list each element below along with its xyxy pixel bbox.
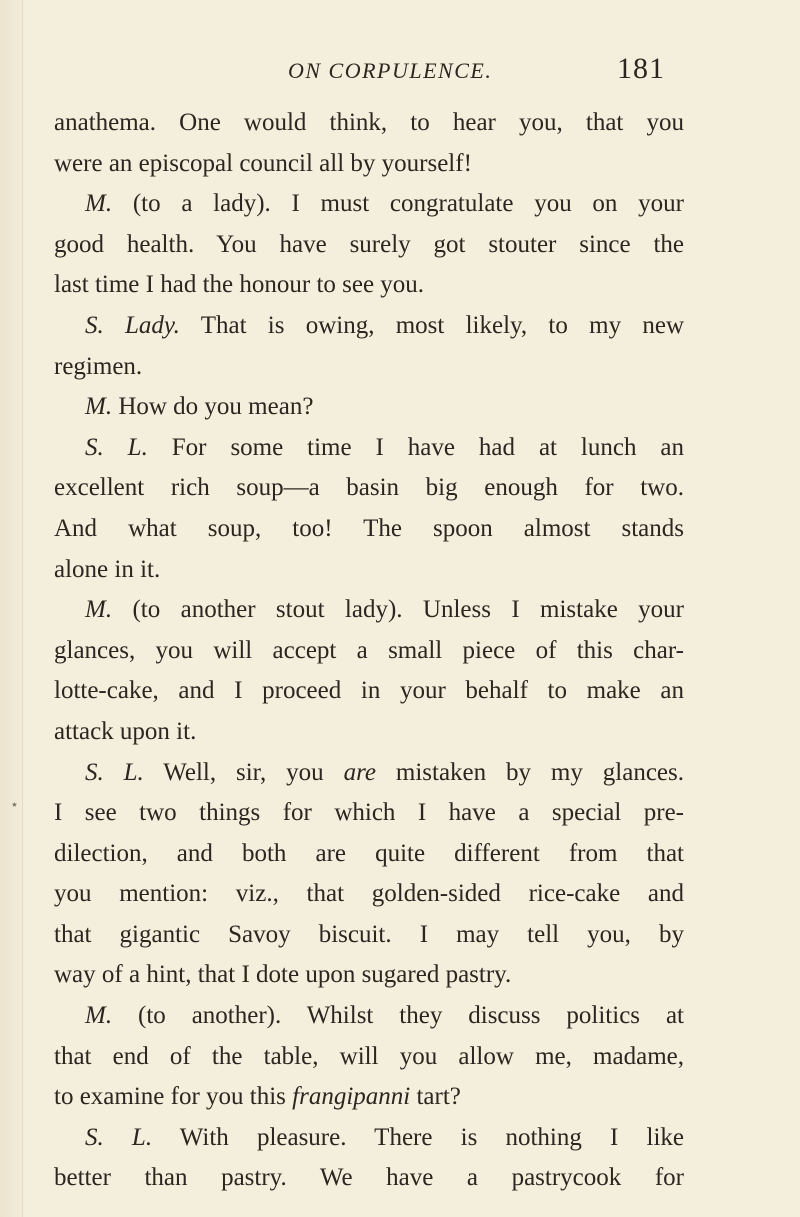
text-line: I see two things for which I have a special pre- — [54, 799, 684, 827]
text-line: alone in it. — [54, 555, 161, 583]
text-line: M. How do you mean? — [85, 393, 314, 421]
body-text — [54, 103, 684, 1199]
emphasis: frangipanni — [292, 1083, 411, 1111]
running-title: ON CORPULENCE. — [288, 58, 493, 83]
emphasis: are — [343, 758, 376, 786]
speaker-label: M. — [85, 393, 113, 421]
text-line: excellent rich soup—a basin big enough for two. — [54, 474, 684, 502]
text-line: that end of the table, will you allow me, madame, — [54, 1042, 684, 1070]
text-line: S. L. Well, sir, you are mistaken by my glances. — [85, 758, 684, 786]
text-line: last time I had the honour to see you. — [54, 271, 425, 299]
text-line: were an episcopal council all by yourself! — [54, 149, 472, 177]
speaker-label: S. L. — [85, 1123, 153, 1151]
running-header — [0, 52, 800, 96]
text-line: better than pastry. We have a pastrycook for — [54, 1164, 684, 1192]
speaker-label: M. — [85, 190, 113, 218]
margin-ink-mark: ⋆ — [10, 798, 19, 813]
speaker-label: M. — [85, 1002, 113, 1030]
text-line: M. (to a lady). I must congratulate you on your — [85, 190, 684, 218]
text-line: way of a hint, that I dote upon sugared pastry. — [54, 961, 512, 989]
text-line: to examine for you this frangipanni tart? — [54, 1083, 461, 1111]
speaker-label: M. — [85, 596, 113, 624]
text-line: you mention: viz., that golden-sided rice-cake and — [54, 880, 684, 908]
text-line: And what soup, too! The spoon almost stands — [54, 514, 684, 542]
text-line: regimen. — [54, 352, 143, 380]
page-gutter — [0, 0, 23, 1217]
text-line: lotte-cake, and I proceed in your behalf to make an — [54, 677, 684, 705]
page-number: 181 — [617, 52, 665, 85]
speaker-label: S. L. — [85, 433, 148, 461]
text-line: S. L. For some time I have had at lunch an — [85, 433, 684, 461]
text-line: glances, you will accept a small piece of this char- — [54, 636, 684, 664]
text-line: attack upon it. — [54, 717, 197, 745]
text-line: S. L. With pleasure. There is nothing I like — [85, 1123, 685, 1151]
text-line: good health. You have surely got stouter since the — [54, 230, 684, 258]
speaker-label: S. L. — [85, 758, 144, 786]
text-line: M. (to another stout lady). Unless I mistake your — [85, 596, 684, 624]
text-line: anathema. One would think, to hear you, that you — [54, 109, 684, 136]
speaker-label: S. Lady. — [85, 311, 180, 339]
text-line: that gigantic Savoy biscuit. I may tell you, by — [54, 920, 684, 948]
text-line: M. (to another). Whilst they discuss politics at — [85, 1002, 684, 1030]
text-line: dilection, and both are quite different from that — [54, 839, 684, 867]
text-line: S. Lady. That is owing, most likely, to my new — [85, 311, 684, 339]
